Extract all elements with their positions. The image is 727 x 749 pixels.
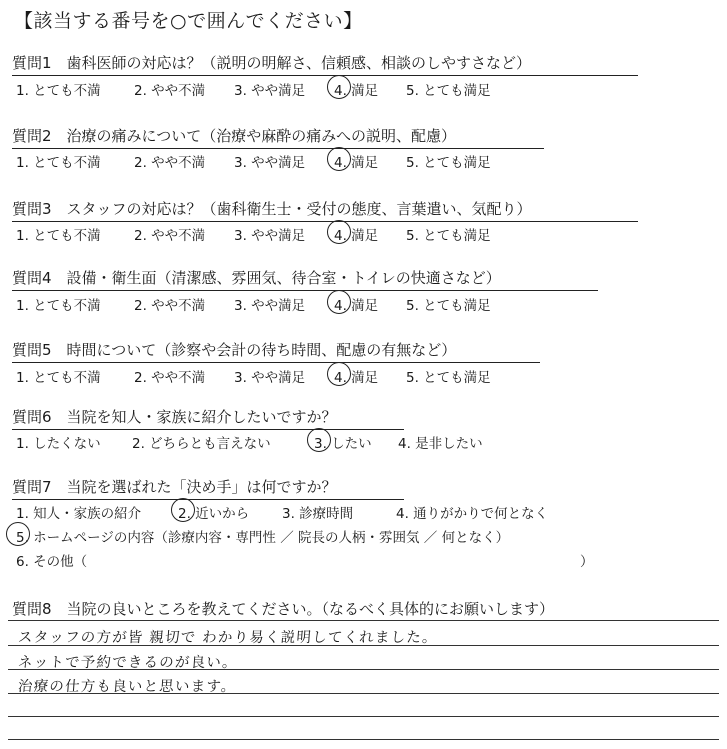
answer-line-5 <box>8 716 719 717</box>
q4-option-1[interactable]: 1. とても不満 <box>16 298 101 314</box>
q1-option-5[interactable]: 5. とても満足 <box>406 83 491 99</box>
q3-option-3[interactable]: 3. やや満足 <box>234 228 306 244</box>
q4-option-4[interactable]: 4. 満足 <box>334 298 379 314</box>
q7-option-2[interactable]: 2. 近いから <box>178 506 250 522</box>
q3-option-4[interactable]: 4. 満足 <box>334 228 379 244</box>
question-7-heading: 質問7 当院を選ばれた「決め手」は何ですか？ <box>12 478 337 496</box>
question-4-heading: 質問4 設備・衛生面（清潔感、雰囲気、待合室・トイレの快適さなど） <box>12 269 501 287</box>
q7-option-6-close: ） <box>580 554 594 570</box>
q1-option-3[interactable]: 3. やや満足 <box>234 83 306 99</box>
page-title: 【該当する番号を○で囲んでください】 <box>14 10 363 32</box>
q7-option-4[interactable]: 4. 通りがかりで何となく <box>396 506 549 522</box>
question-6-underline <box>12 429 404 430</box>
q6-option-2[interactable]: 2. どちらとも言えない <box>132 436 271 452</box>
q7-option-6[interactable]: 6. その他（ <box>16 554 88 570</box>
q4-option-2[interactable]: 2. やや不満 <box>134 298 206 314</box>
q5-option-4[interactable]: 4. 満足 <box>334 370 379 386</box>
q5-option-1[interactable]: 1. とても不満 <box>16 370 101 386</box>
question-1-underline <box>12 75 638 76</box>
question-8-heading: 質問8 当院の良いところを教えてください。（なるべく具体的にお願いします） <box>12 600 555 618</box>
q2-option-1[interactable]: 1. とても不満 <box>16 155 101 171</box>
answer-line-6 <box>8 739 719 740</box>
question-3-underline <box>12 221 638 222</box>
q5-option-3[interactable]: 3. やや満足 <box>234 370 306 386</box>
q6-option-4[interactable]: 4. 是非したい <box>398 436 483 452</box>
q4-option-5[interactable]: 5. とても満足 <box>406 298 491 314</box>
q1-option-4[interactable]: 4. 満足 <box>334 83 379 99</box>
q2-option-3[interactable]: 3. やや満足 <box>234 155 306 171</box>
q3-option-1[interactable]: 1. とても不満 <box>16 228 101 244</box>
q2-option-4[interactable]: 4. 満足 <box>334 155 379 171</box>
q1-option-2[interactable]: 2. やや不満 <box>134 83 206 99</box>
q7-option-1[interactable]: 1. 知人・家族の紹介 <box>16 506 142 522</box>
q2-option-5[interactable]: 5. とても満足 <box>406 155 491 171</box>
q7-option-5[interactable]: 5. ホームページの内容（診療内容・専門性 ／ 院長の人柄・雰囲気 ／ 何となく） <box>16 530 510 546</box>
question-2-heading: 質問2 治療の痛みについて（治療や麻酔の痛みへの説明、配慮） <box>12 127 456 145</box>
q6-option-3[interactable]: 3. したい <box>314 436 372 452</box>
question-4-underline <box>12 290 598 291</box>
q5-option-2[interactable]: 2. やや不満 <box>134 370 206 386</box>
question-6-heading: 質問6 当院を知人・家族に紹介したいですか？ <box>12 408 337 426</box>
question-5-heading: 質問5 時間について（診察や会計の待ち時間、配慮の有無など） <box>12 341 457 359</box>
q8-answer-1: スタッフの方が皆 親切で わかり易く説明してくれました。 <box>17 630 439 646</box>
question-5-underline <box>12 362 540 363</box>
q1-option-1[interactable]: 1. とても不満 <box>16 83 101 99</box>
q7-option-3[interactable]: 3. 診療時間 <box>282 506 354 522</box>
q5-option-5[interactable]: 5. とても満足 <box>406 370 491 386</box>
q8-answer-3: 治療の仕方も良いと思います。 <box>17 679 238 695</box>
q3-option-2[interactable]: 2. やや不満 <box>134 228 206 244</box>
question-2-underline <box>12 148 544 149</box>
answer-line-1 <box>8 620 719 621</box>
q4-option-3[interactable]: 3. やや満足 <box>234 298 306 314</box>
q6-option-1[interactable]: 1. したくない <box>16 436 101 452</box>
question-7-underline <box>12 499 404 500</box>
q3-option-5[interactable]: 5. とても満足 <box>406 228 491 244</box>
q8-answer-2: ネットで予約できるのが良い。 <box>17 655 239 671</box>
question-3-heading: 質問3 スタッフの対応は？（歯科衛生士・受付の態度、言葉遣い、気配り） <box>12 200 532 218</box>
q2-option-2[interactable]: 2. やや不満 <box>134 155 206 171</box>
question-1-heading: 質問1 歯科医師の対応は？（説明の明解さ、信頼感、相談のしやすさなど） <box>12 54 531 72</box>
